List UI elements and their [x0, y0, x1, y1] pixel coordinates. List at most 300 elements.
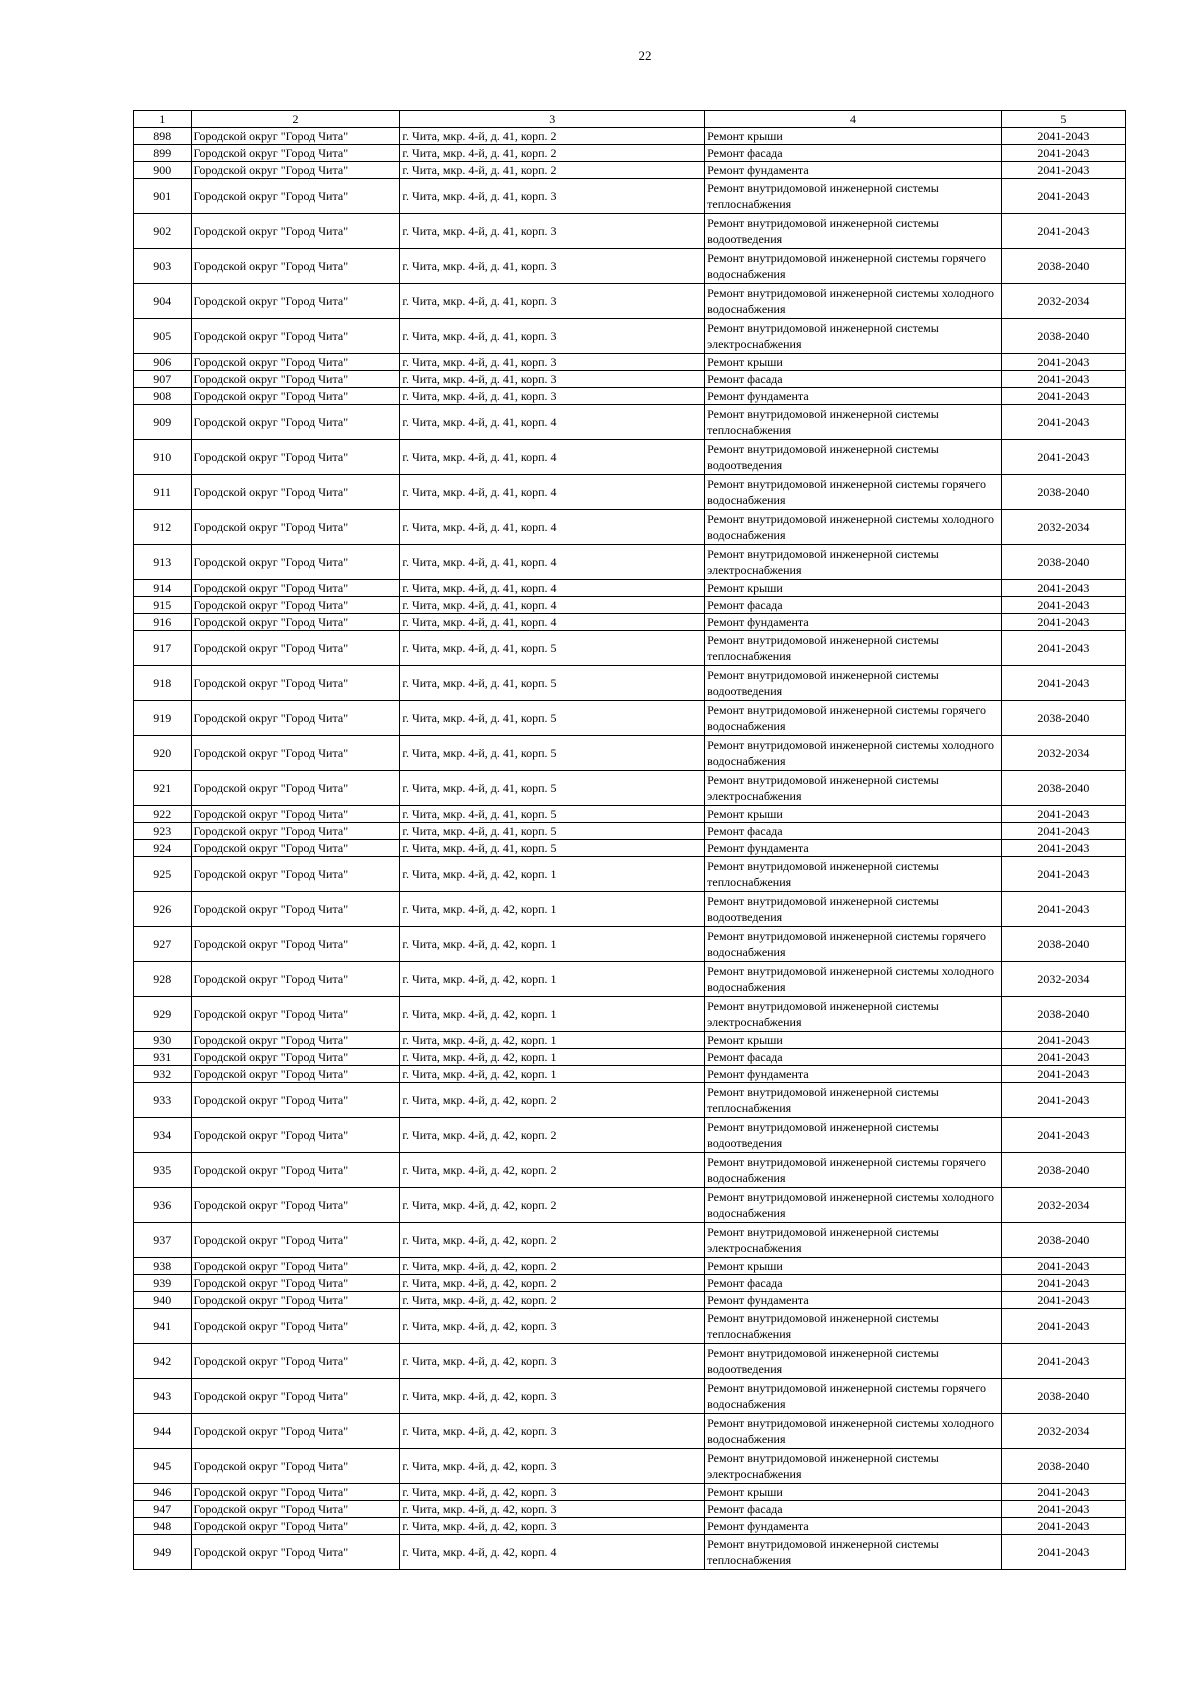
work-type-cell: Ремонт внутридомовой инженерной системы электроснабжения: [705, 1223, 1002, 1258]
table-row: [134, 1309, 1126, 1344]
address-cell: г. Чита, мкр. 4-й, д. 42, корп. 1: [400, 1032, 705, 1049]
address-cell: г. Чита, мкр. 4-й, д. 42, корп. 3: [400, 1379, 705, 1414]
district-cell: Городской округ "Город Чита": [191, 405, 400, 440]
period-cell: 2041-2043: [1001, 1032, 1125, 1049]
work-type-cell: Ремонт внутридомовой инженерной системы теплоснабжения: [705, 631, 1002, 666]
district-cell: Городской округ "Город Чита": [191, 1258, 400, 1275]
address-cell: г. Чита, мкр. 4-й, д. 41, корп. 4: [400, 614, 705, 631]
work-type-cell: Ремонт внутридомовой инженерной системы теплоснабжения: [705, 179, 1002, 214]
row-number-cell: 910: [134, 440, 192, 475]
address-cell: г. Чита, мкр. 4-й, д. 41, корп. 2: [400, 162, 705, 179]
table-row: [134, 1275, 1126, 1292]
period-cell: 2038-2040: [1001, 545, 1125, 580]
district-cell: Городской округ "Город Чита": [191, 1118, 400, 1153]
district-cell: Городской округ "Город Чита": [191, 1292, 400, 1309]
period-cell: 2041-2043: [1001, 857, 1125, 892]
row-number-cell: 935: [134, 1153, 192, 1188]
work-type-cell: Ремонт внутридомовой инженерной системы водоотведения: [705, 214, 1002, 249]
table-row: [134, 631, 1126, 666]
address-cell: г. Чита, мкр. 4-й, д. 41, корп. 4: [400, 405, 705, 440]
table-row: [134, 145, 1126, 162]
period-cell: 2041-2043: [1001, 371, 1125, 388]
district-cell: Городской округ "Город Чита": [191, 128, 400, 145]
row-number-cell: 909: [134, 405, 192, 440]
district-cell: Городской округ "Город Чита": [191, 284, 400, 319]
period-cell: 2041-2043: [1001, 162, 1125, 179]
column-header: 2: [191, 111, 400, 128]
row-number-cell: 945: [134, 1449, 192, 1484]
period-cell: 2041-2043: [1001, 1309, 1125, 1344]
period-cell: 2041-2043: [1001, 1118, 1125, 1153]
column-header: 3: [400, 111, 705, 128]
row-number-cell: 898: [134, 128, 192, 145]
address-cell: г. Чита, мкр. 4-й, д. 41, корп. 4: [400, 510, 705, 545]
row-number-cell: 919: [134, 701, 192, 736]
table-row: [134, 1066, 1126, 1083]
row-number-cell: 928: [134, 962, 192, 997]
address-cell: г. Чита, мкр. 4-й, д. 42, корп. 4: [400, 1535, 705, 1570]
work-type-cell: Ремонт внутридомовой инженерной системы электроснабжения: [705, 1449, 1002, 1484]
district-cell: Городской округ "Город Чита": [191, 319, 400, 354]
table-row: [134, 1188, 1126, 1223]
district-cell: Городской округ "Город Чита": [191, 771, 400, 806]
address-cell: г. Чита, мкр. 4-й, д. 41, корп. 4: [400, 597, 705, 614]
address-cell: г. Чита, мкр. 4-й, д. 41, корп. 2: [400, 145, 705, 162]
district-cell: Городской округ "Город Чита": [191, 597, 400, 614]
row-number-cell: 899: [134, 145, 192, 162]
district-cell: Городской округ "Город Чита": [191, 249, 400, 284]
district-cell: Городской округ "Город Чита": [191, 475, 400, 510]
work-type-cell: Ремонт крыши: [705, 1484, 1002, 1501]
table-row: [134, 927, 1126, 962]
page-number: 22: [638, 48, 652, 63]
work-type-cell: Ремонт фасада: [705, 145, 1002, 162]
period-cell: 2032-2034: [1001, 962, 1125, 997]
table-row: [134, 823, 1126, 840]
row-number-cell: 934: [134, 1118, 192, 1153]
address-cell: г. Чита, мкр. 4-й, д. 41, корп. 3: [400, 371, 705, 388]
work-type-cell: Ремонт внутридомовой инженерной системы водоотведения: [705, 892, 1002, 927]
district-cell: Городской округ "Город Чита": [191, 145, 400, 162]
table-row: [134, 405, 1126, 440]
work-type-cell: Ремонт внутридомовой инженерной системы теплоснабжения: [705, 857, 1002, 892]
table-row: [134, 1379, 1126, 1414]
address-cell: г. Чита, мкр. 4-й, д. 41, корп. 4: [400, 475, 705, 510]
row-number-cell: 931: [134, 1049, 192, 1066]
period-cell: 2041-2043: [1001, 1083, 1125, 1118]
work-type-cell: Ремонт внутридомовой инженерной системы холодного водоснабжения: [705, 962, 1002, 997]
district-cell: Городской округ "Город Чита": [191, 927, 400, 962]
work-type-cell: Ремонт внутридомовой инженерной системы электроснабжения: [705, 545, 1002, 580]
column-header: 1: [134, 111, 192, 128]
row-number-cell: 946: [134, 1484, 192, 1501]
works-schedule-table: [133, 110, 1126, 1570]
address-cell: г. Чита, мкр. 4-й, д. 42, корп. 3: [400, 1414, 705, 1449]
address-cell: г. Чита, мкр. 4-й, д. 42, корп. 2: [400, 1292, 705, 1309]
work-type-cell: Ремонт внутридомовой инженерной системы холодного водоснабжения: [705, 1414, 1002, 1449]
period-cell: 2041-2043: [1001, 1484, 1125, 1501]
table-row: [134, 1118, 1126, 1153]
address-cell: г. Чита, мкр. 4-й, д. 41, корп. 3: [400, 249, 705, 284]
period-cell: 2041-2043: [1001, 128, 1125, 145]
row-number-cell: 914: [134, 580, 192, 597]
row-number-cell: 922: [134, 806, 192, 823]
table-row: [134, 840, 1126, 857]
address-cell: г. Чита, мкр. 4-й, д. 42, корп. 3: [400, 1344, 705, 1379]
table-row: [134, 597, 1126, 614]
district-cell: Городской округ "Город Чита": [191, 1414, 400, 1449]
row-number-cell: 942: [134, 1344, 192, 1379]
district-cell: Городской округ "Город Чита": [191, 1518, 400, 1535]
table-row: [134, 614, 1126, 631]
row-number-cell: 907: [134, 371, 192, 388]
address-cell: г. Чита, мкр. 4-й, д. 42, корп. 1: [400, 962, 705, 997]
district-cell: Городской округ "Город Чита": [191, 857, 400, 892]
period-cell: 2041-2043: [1001, 1344, 1125, 1379]
address-cell: г. Чита, мкр. 4-й, д. 42, корп. 1: [400, 1049, 705, 1066]
row-number-cell: 938: [134, 1258, 192, 1275]
period-cell: 2041-2043: [1001, 823, 1125, 840]
period-cell: 2041-2043: [1001, 580, 1125, 597]
row-number-cell: 949: [134, 1535, 192, 1570]
table-row: [134, 892, 1126, 927]
district-cell: Городской округ "Город Чита": [191, 1083, 400, 1118]
work-type-cell: Ремонт крыши: [705, 580, 1002, 597]
address-cell: г. Чита, мкр. 4-й, д. 42, корп. 2: [400, 1118, 705, 1153]
row-number-cell: 921: [134, 771, 192, 806]
work-type-cell: Ремонт крыши: [705, 128, 1002, 145]
work-type-cell: Ремонт внутридомовой инженерной системы водоотведения: [705, 440, 1002, 475]
work-type-cell: Ремонт фундамента: [705, 614, 1002, 631]
address-cell: г. Чита, мкр. 4-й, д. 41, корп. 3: [400, 214, 705, 249]
table-row: [134, 806, 1126, 823]
address-cell: г. Чита, мкр. 4-й, д. 41, корп. 5: [400, 806, 705, 823]
period-cell: 2041-2043: [1001, 1535, 1125, 1570]
table-row: [134, 1501, 1126, 1518]
row-number-cell: 920: [134, 736, 192, 771]
work-type-cell: Ремонт крыши: [705, 806, 1002, 823]
district-cell: Городской округ "Город Чита": [191, 840, 400, 857]
row-number-cell: 912: [134, 510, 192, 545]
row-number-cell: 929: [134, 997, 192, 1032]
district-cell: Городской округ "Город Чита": [191, 1223, 400, 1258]
district-cell: Городской округ "Город Чита": [191, 631, 400, 666]
address-cell: г. Чита, мкр. 4-й, д. 41, корп. 3: [400, 179, 705, 214]
table-row: [134, 1535, 1126, 1570]
work-type-cell: Ремонт фундамента: [705, 1066, 1002, 1083]
period-cell: 2041-2043: [1001, 840, 1125, 857]
table-row: [134, 162, 1126, 179]
row-number-cell: 901: [134, 179, 192, 214]
table-row: [134, 962, 1126, 997]
district-cell: Городской округ "Город Чита": [191, 1501, 400, 1518]
address-cell: г. Чита, мкр. 4-й, д. 41, корп. 4: [400, 545, 705, 580]
period-cell: 2041-2043: [1001, 354, 1125, 371]
work-type-cell: Ремонт внутридомовой инженерной системы горячего водоснабжения: [705, 1379, 1002, 1414]
period-cell: 2038-2040: [1001, 1449, 1125, 1484]
district-cell: Городской округ "Город Чита": [191, 545, 400, 580]
work-type-cell: Ремонт фундамента: [705, 840, 1002, 857]
address-cell: г. Чита, мкр. 4-й, д. 41, корп. 5: [400, 840, 705, 857]
work-type-cell: Ремонт внутридомовой инженерной системы холодного водоснабжения: [705, 1188, 1002, 1223]
period-cell: 2038-2040: [1001, 1153, 1125, 1188]
district-cell: Городской округ "Город Чита": [191, 962, 400, 997]
address-cell: г. Чита, мкр. 4-й, д. 42, корп. 2: [400, 1275, 705, 1292]
row-number-cell: 911: [134, 475, 192, 510]
table-row: [134, 1032, 1126, 1049]
address-cell: г. Чита, мкр. 4-й, д. 41, корп. 5: [400, 701, 705, 736]
row-number-cell: 918: [134, 666, 192, 701]
period-cell: 2041-2043: [1001, 892, 1125, 927]
district-cell: Городской округ "Город Чита": [191, 1032, 400, 1049]
work-type-cell: Ремонт внутридомовой инженерной системы горячего водоснабжения: [705, 475, 1002, 510]
address-cell: г. Чита, мкр. 4-й, д. 42, корп. 3: [400, 1518, 705, 1535]
address-cell: г. Чита, мкр. 4-й, д. 42, корп. 2: [400, 1188, 705, 1223]
district-cell: Городской округ "Город Чита": [191, 580, 400, 597]
table-row: [134, 771, 1126, 806]
district-cell: Городской округ "Город Чита": [191, 1066, 400, 1083]
period-cell: 2041-2043: [1001, 1066, 1125, 1083]
table-row: [134, 997, 1126, 1032]
work-type-cell: Ремонт фасада: [705, 597, 1002, 614]
work-type-cell: Ремонт внутридомовой инженерной системы электроснабжения: [705, 771, 1002, 806]
district-cell: Городской округ "Город Чита": [191, 1344, 400, 1379]
row-number-cell: 930: [134, 1032, 192, 1049]
address-cell: г. Чита, мкр. 4-й, д. 41, корп. 4: [400, 580, 705, 597]
work-type-cell: Ремонт внутридомовой инженерной системы теплоснабжения: [705, 405, 1002, 440]
row-number-cell: 902: [134, 214, 192, 249]
work-type-cell: Ремонт внутридомовой инженерной системы холодного водоснабжения: [705, 284, 1002, 319]
period-cell: 2032-2034: [1001, 1414, 1125, 1449]
address-cell: г. Чита, мкр. 4-й, д. 42, корп. 1: [400, 892, 705, 927]
district-cell: Городской округ "Город Чита": [191, 510, 400, 545]
table-row: [134, 1518, 1126, 1535]
period-cell: 2041-2043: [1001, 145, 1125, 162]
address-cell: г. Чита, мкр. 4-й, д. 41, корп. 3: [400, 354, 705, 371]
period-cell: 2041-2043: [1001, 1258, 1125, 1275]
district-cell: Городской округ "Город Чита": [191, 1309, 400, 1344]
district-cell: Городской округ "Город Чита": [191, 162, 400, 179]
table-row: [134, 736, 1126, 771]
row-number-cell: 933: [134, 1083, 192, 1118]
work-type-cell: Ремонт крыши: [705, 1258, 1002, 1275]
table-row: [134, 371, 1126, 388]
row-number-cell: 903: [134, 249, 192, 284]
address-cell: г. Чита, мкр. 4-й, д. 42, корп. 2: [400, 1153, 705, 1188]
period-cell: 2032-2034: [1001, 510, 1125, 545]
row-number-cell: 948: [134, 1518, 192, 1535]
row-number-cell: 932: [134, 1066, 192, 1083]
address-cell: г. Чита, мкр. 4-й, д. 42, корп. 3: [400, 1449, 705, 1484]
work-type-cell: Ремонт внутридомовой инженерной системы горячего водоснабжения: [705, 1153, 1002, 1188]
period-cell: 2032-2034: [1001, 284, 1125, 319]
district-cell: Городской округ "Город Чита": [191, 701, 400, 736]
district-cell: Городской округ "Город Чита": [191, 1275, 400, 1292]
period-cell: 2041-2043: [1001, 614, 1125, 631]
period-cell: 2038-2040: [1001, 1379, 1125, 1414]
address-cell: г. Чита, мкр. 4-й, д. 42, корп. 3: [400, 1484, 705, 1501]
row-number-cell: 944: [134, 1414, 192, 1449]
district-cell: Городской округ "Город Чита": [191, 371, 400, 388]
row-number-cell: 917: [134, 631, 192, 666]
table-row: [134, 214, 1126, 249]
work-type-cell: Ремонт крыши: [705, 354, 1002, 371]
table-row: [134, 701, 1126, 736]
address-cell: г. Чита, мкр. 4-й, д. 41, корп. 3: [400, 319, 705, 354]
period-cell: 2041-2043: [1001, 1292, 1125, 1309]
column-number-row: [134, 111, 1126, 128]
work-type-cell: Ремонт внутридомовой инженерной системы горячего водоснабжения: [705, 249, 1002, 284]
work-type-cell: Ремонт фасада: [705, 823, 1002, 840]
district-cell: Городской округ "Город Чита": [191, 1379, 400, 1414]
work-type-cell: Ремонт внутридомовой инженерной системы электроснабжения: [705, 997, 1002, 1032]
district-cell: Городской округ "Город Чита": [191, 614, 400, 631]
table-row: [134, 666, 1126, 701]
period-cell: 2041-2043: [1001, 1501, 1125, 1518]
period-cell: 2038-2040: [1001, 319, 1125, 354]
period-cell: 2038-2040: [1001, 701, 1125, 736]
district-cell: Городской округ "Город Чита": [191, 354, 400, 371]
work-type-cell: Ремонт фундамента: [705, 162, 1002, 179]
table-row: [134, 1484, 1126, 1501]
address-cell: г. Чита, мкр. 4-й, д. 41, корп. 3: [400, 388, 705, 405]
table-row: [134, 510, 1126, 545]
work-type-cell: Ремонт внутридомовой инженерной системы холодного водоснабжения: [705, 736, 1002, 771]
row-number-cell: 937: [134, 1223, 192, 1258]
address-cell: г. Чита, мкр. 4-й, д. 41, корп. 5: [400, 736, 705, 771]
table-row: [134, 354, 1126, 371]
table-row: [134, 1258, 1126, 1275]
period-cell: 2041-2043: [1001, 631, 1125, 666]
district-cell: Городской округ "Город Чита": [191, 214, 400, 249]
address-cell: г. Чита, мкр. 4-й, д. 42, корп. 1: [400, 1066, 705, 1083]
table-row: [134, 179, 1126, 214]
column-header: 5: [1001, 111, 1125, 128]
address-cell: г. Чита, мкр. 4-й, д. 42, корп. 1: [400, 997, 705, 1032]
address-cell: г. Чита, мкр. 4-й, д. 41, корп. 2: [400, 128, 705, 145]
district-cell: Городской округ "Город Чита": [191, 1153, 400, 1188]
row-number-cell: 900: [134, 162, 192, 179]
table-row: [134, 1153, 1126, 1188]
period-cell: 2038-2040: [1001, 249, 1125, 284]
period-cell: 2032-2034: [1001, 736, 1125, 771]
district-cell: Городской округ "Город Чита": [191, 179, 400, 214]
work-type-cell: Ремонт внутридомовой инженерной системы водоотведения: [705, 1344, 1002, 1379]
row-number-cell: 905: [134, 319, 192, 354]
row-number-cell: 913: [134, 545, 192, 580]
row-number-cell: 924: [134, 840, 192, 857]
row-number-cell: 947: [134, 1501, 192, 1518]
period-cell: 2038-2040: [1001, 475, 1125, 510]
row-number-cell: 939: [134, 1275, 192, 1292]
period-cell: 2038-2040: [1001, 927, 1125, 962]
work-type-cell: Ремонт фасада: [705, 371, 1002, 388]
period-cell: 2032-2034: [1001, 1188, 1125, 1223]
table-row: [134, 319, 1126, 354]
district-cell: Городской округ "Город Чита": [191, 736, 400, 771]
work-type-cell: Ремонт фасада: [705, 1501, 1002, 1518]
period-cell: 2041-2043: [1001, 179, 1125, 214]
district-cell: Городской округ "Город Чита": [191, 1484, 400, 1501]
table-row: [134, 440, 1126, 475]
row-number-cell: 904: [134, 284, 192, 319]
table-row: [134, 1449, 1126, 1484]
period-cell: 2041-2043: [1001, 597, 1125, 614]
district-cell: Городской округ "Город Чита": [191, 997, 400, 1032]
address-cell: г. Чита, мкр. 4-й, д. 41, корп. 5: [400, 631, 705, 666]
period-cell: 2041-2043: [1001, 1275, 1125, 1292]
period-cell: 2041-2043: [1001, 388, 1125, 405]
table-row: [134, 388, 1126, 405]
period-cell: 2038-2040: [1001, 997, 1125, 1032]
work-type-cell: Ремонт внутридомовой инженерной системы электроснабжения: [705, 319, 1002, 354]
table-row: [134, 580, 1126, 597]
address-cell: г. Чита, мкр. 4-й, д. 41, корп. 5: [400, 771, 705, 806]
district-cell: Городской округ "Город Чита": [191, 1188, 400, 1223]
row-number-cell: 936: [134, 1188, 192, 1223]
address-cell: г. Чита, мкр. 4-й, д. 42, корп. 2: [400, 1258, 705, 1275]
table-row: [134, 1223, 1126, 1258]
work-type-cell: Ремонт внутридомовой инженерной системы горячего водоснабжения: [705, 701, 1002, 736]
district-cell: Городской округ "Город Чита": [191, 806, 400, 823]
work-type-cell: Ремонт внутридомовой инженерной системы теплоснабжения: [705, 1083, 1002, 1118]
row-number-cell: 927: [134, 927, 192, 962]
address-cell: г. Чита, мкр. 4-й, д. 42, корп. 1: [400, 927, 705, 962]
table-row: [134, 128, 1126, 145]
period-cell: 2038-2040: [1001, 771, 1125, 806]
address-cell: г. Чита, мкр. 4-й, д. 41, корп. 3: [400, 284, 705, 319]
period-cell: 2041-2043: [1001, 405, 1125, 440]
table-row: [134, 284, 1126, 319]
work-type-cell: Ремонт внутридомовой инженерной системы водоотведения: [705, 1118, 1002, 1153]
work-type-cell: Ремонт крыши: [705, 1032, 1002, 1049]
period-cell: 2041-2043: [1001, 1518, 1125, 1535]
table-row: [134, 1049, 1126, 1066]
address-cell: г. Чита, мкр. 4-й, д. 42, корп. 2: [400, 1223, 705, 1258]
row-number-cell: 926: [134, 892, 192, 927]
period-cell: 2041-2043: [1001, 440, 1125, 475]
period-cell: 2038-2040: [1001, 1223, 1125, 1258]
district-cell: Городской округ "Город Чита": [191, 666, 400, 701]
table-row: [134, 1344, 1126, 1379]
district-cell: Городской округ "Город Чита": [191, 823, 400, 840]
address-cell: г. Чита, мкр. 4-й, д. 42, корп. 2: [400, 1083, 705, 1118]
work-type-cell: Ремонт внутридомовой инженерной системы холодного водоснабжения: [705, 510, 1002, 545]
column-header: 4: [705, 111, 1002, 128]
period-cell: 2041-2043: [1001, 1049, 1125, 1066]
table-row: [134, 1083, 1126, 1118]
address-cell: г. Чита, мкр. 4-й, д. 41, корп. 5: [400, 823, 705, 840]
address-cell: г. Чита, мкр. 4-й, д. 42, корп. 3: [400, 1309, 705, 1344]
table-row: [134, 857, 1126, 892]
work-type-cell: Ремонт внутридомовой инженерной системы водоотведения: [705, 666, 1002, 701]
row-number-cell: 906: [134, 354, 192, 371]
row-number-cell: 925: [134, 857, 192, 892]
district-cell: Городской округ "Город Чита": [191, 1535, 400, 1570]
table-row: [134, 1414, 1126, 1449]
row-number-cell: 941: [134, 1309, 192, 1344]
district-cell: Городской округ "Город Чита": [191, 1449, 400, 1484]
district-cell: Городской округ "Город Чита": [191, 440, 400, 475]
address-cell: г. Чита, мкр. 4-й, д. 41, корп. 4: [400, 440, 705, 475]
table-body: [134, 128, 1126, 1570]
address-cell: г. Чита, мкр. 4-й, д. 41, корп. 5: [400, 666, 705, 701]
district-cell: Городской округ "Город Чита": [191, 1049, 400, 1066]
work-type-cell: Ремонт фасада: [705, 1049, 1002, 1066]
period-cell: 2041-2043: [1001, 666, 1125, 701]
work-type-cell: Ремонт фундамента: [705, 1518, 1002, 1535]
table-row: [134, 249, 1126, 284]
